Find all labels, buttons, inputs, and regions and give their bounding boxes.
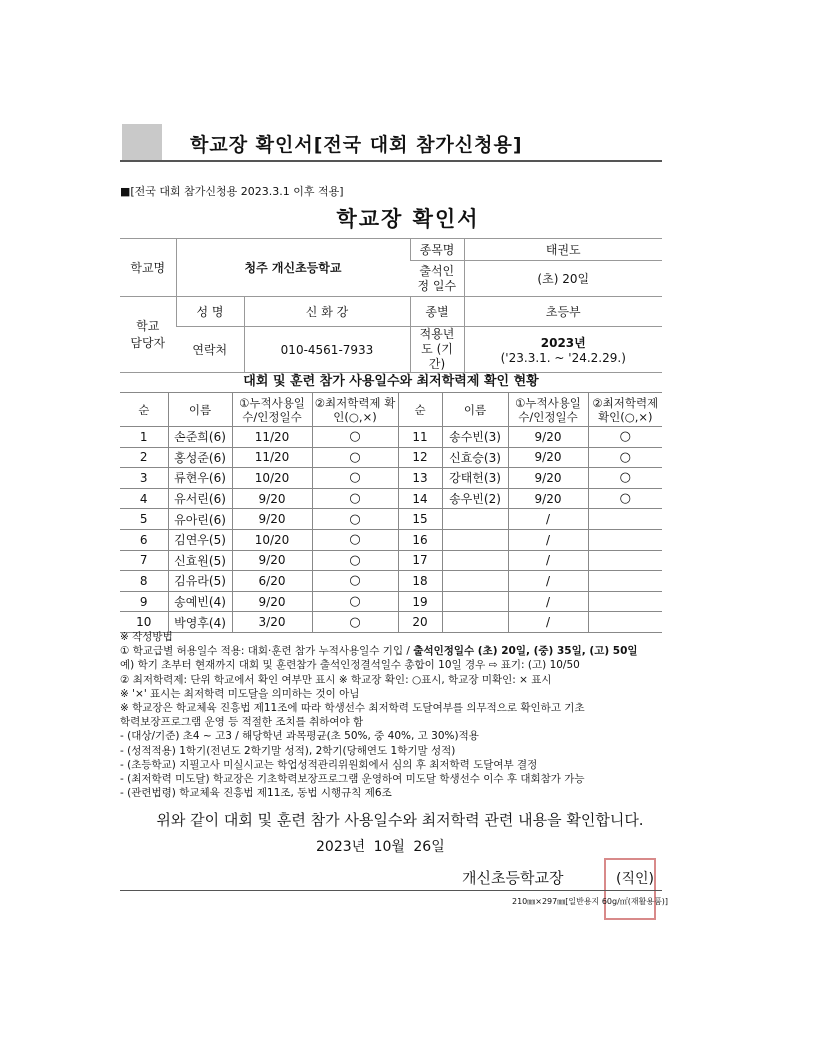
row-number: 14 <box>398 488 442 509</box>
notes-heading: ※ 작성방법 <box>120 631 173 643</box>
header-days: ①누적사용일수/인정일수 <box>508 393 588 427</box>
usage-days: / <box>508 550 588 571</box>
header-title: 학교장 확인서[전국 대회 참가신청용] <box>190 134 523 156</box>
usage-days: 6/20 <box>232 571 312 592</box>
note-5: 학력보장프로그램 운영 등 적절한 조치를 취하여야 함 <box>120 716 364 729</box>
row-number: 11 <box>398 427 442 448</box>
note-8: - (초등학교) 지필고사 미실시교는 학업성적관리위원회에서 심의 후 최저학력 도달여부 결정 <box>120 758 538 771</box>
usage-days: 9/20 <box>232 488 312 509</box>
year-label: 적용년도 (기간) <box>410 327 464 373</box>
student-name: 류현우(6) <box>168 468 232 489</box>
contact-value: 010-4561-7933 <box>244 327 410 373</box>
student-name <box>442 571 508 592</box>
instructions <box>120 630 690 800</box>
academic-check <box>588 591 662 612</box>
note-1-highlight: 출석인정일수 (초) 20일, (중) 35일, (고) 50일 <box>413 645 638 658</box>
row-number: 18 <box>398 571 442 592</box>
table-row <box>120 591 662 612</box>
student-name: 유서린(6) <box>168 488 232 509</box>
note-9: - (최저학력 미도달) 학교장은 기초학력보장프로그램 운영하여 미도달 학생선수 이수 후 대회참가 가능 <box>120 773 585 786</box>
staff-label: 학교 담당자 <box>120 297 176 373</box>
academic-check <box>588 550 662 571</box>
school-label: 학교명 <box>120 239 176 297</box>
academic-check <box>588 571 662 592</box>
attendance-value: (초) 20일 <box>464 261 662 297</box>
academic-check: ○ <box>312 612 398 633</box>
academic-check: ○ <box>312 529 398 550</box>
row-number: 8 <box>120 571 168 592</box>
school-info-table <box>120 238 662 373</box>
roster-table <box>120 392 662 633</box>
student-name <box>442 591 508 612</box>
confirmation-statement: 위와 같이 대회 및 훈련 참가 사용일수와 최저학력 관련 내용을 확인합니다. <box>156 811 644 829</box>
academic-check: ○ <box>312 488 398 509</box>
seal-mark: (직인) <box>616 871 654 887</box>
issue-date: 2023년 10월 26일 <box>316 839 445 855</box>
row-number: 2 <box>120 447 168 468</box>
name-value: 신 화 강 <box>244 297 410 327</box>
row-number: 16 <box>398 529 442 550</box>
year-period: ('23.3.1. ~ '24.2.29.) <box>500 351 626 365</box>
usage-days: 11/20 <box>232 447 312 468</box>
document-title: 학교장 확인서 <box>336 207 480 231</box>
academic-check: ○ <box>588 427 662 448</box>
usage-days: 10/20 <box>232 529 312 550</box>
row-number: 20 <box>398 612 442 633</box>
table-row <box>120 550 662 571</box>
academic-check: ○ <box>312 550 398 571</box>
student-name <box>442 529 508 550</box>
student-name: 유아린(6) <box>168 509 232 530</box>
note-7: - (성적적용) 1학기(전년도 2학기말 성적), 2학기(당해연도 1학기말 성적) <box>120 744 456 757</box>
student-name: 홍성준(6) <box>168 447 232 468</box>
note-6: - (대상/기준) 초4 ~ 고3 / 해당학년 과목평균(초 50%, 중 40%, 고 30%)적용 <box>120 730 479 743</box>
note-3: ※ '×' 표시는 최저학력 미도달을 의미하는 것이 아님 <box>120 687 360 700</box>
header-decoration <box>122 124 162 162</box>
usage-days: 3/20 <box>232 612 312 633</box>
academic-check: ○ <box>588 447 662 468</box>
row-number: 4 <box>120 488 168 509</box>
table-row <box>120 488 662 509</box>
academic-check <box>588 529 662 550</box>
usage-days: 10/20 <box>232 468 312 489</box>
usage-days: 9/20 <box>232 550 312 571</box>
division-value: 초등부 <box>464 297 662 327</box>
event-value: 태권도 <box>464 239 662 261</box>
academic-check: ○ <box>312 509 398 530</box>
student-name <box>442 509 508 530</box>
table-row <box>120 427 662 448</box>
academic-check: ○ <box>312 447 398 468</box>
table-row <box>120 447 662 468</box>
row-number: 6 <box>120 529 168 550</box>
student-name: 강태헌(3) <box>442 468 508 489</box>
row-number: 17 <box>398 550 442 571</box>
note-10: - (관련법령) 학교체육 진흥법 제11조, 동법 시행규칙 제6조 <box>120 787 392 800</box>
table-row <box>120 571 662 592</box>
note-4: ※ 학교장은 학교체육 진흥법 제11조에 따라 학생선수 최저학력 도달여부를 의무적으로 확인하고 기초 <box>120 702 585 715</box>
header-divider <box>120 160 662 162</box>
usage-days: / <box>508 529 588 550</box>
student-name <box>442 550 508 571</box>
table-row <box>120 468 662 489</box>
usage-days: 9/20 <box>508 468 588 489</box>
row-number: 12 <box>398 447 442 468</box>
name-label: 성 명 <box>176 297 244 327</box>
row-number: 9 <box>120 591 168 612</box>
usage-days: 9/20 <box>232 509 312 530</box>
academic-check <box>588 509 662 530</box>
student-name: 송수빈(3) <box>442 427 508 448</box>
footer-divider <box>120 890 662 891</box>
usage-days: / <box>508 591 588 612</box>
principal-title: 개신초등학교장 <box>462 869 564 887</box>
row-number: 7 <box>120 550 168 571</box>
table-row <box>120 529 662 550</box>
paper-spec: 210㎜×297㎜[일반용지 60g/㎡(재활용품)] <box>512 897 669 906</box>
school-value: 청주 개신초등학교 <box>176 239 410 297</box>
year-cell <box>464 327 662 373</box>
usage-days: / <box>508 571 588 592</box>
row-number: 10 <box>120 612 168 633</box>
applicability-note: ■[전국 대회 참가신청용 2023.3.1 이후 적용] <box>120 185 344 198</box>
row-number: 13 <box>398 468 442 489</box>
year-value: 2023년 <box>540 336 586 350</box>
header-name: 이름 <box>168 393 232 427</box>
note-1-text: ① 학교급별 허용일수 적용: 대회·훈련 참가 누적사용일수 기입 / <box>120 645 414 658</box>
academic-check: ○ <box>312 468 398 489</box>
usage-days: 9/20 <box>508 447 588 468</box>
usage-days: 9/20 <box>232 591 312 612</box>
header-no: 순 <box>120 393 168 427</box>
table-row <box>120 509 662 530</box>
division-label: 종별 <box>410 297 464 327</box>
header-name: 이름 <box>442 393 508 427</box>
academic-check: ○ <box>312 571 398 592</box>
usage-days: / <box>508 612 588 633</box>
usage-days: 11/20 <box>232 427 312 448</box>
header-check: ②최저학력제 확인(○,×) <box>312 393 398 427</box>
note-1 <box>120 644 690 658</box>
usage-days: 9/20 <box>508 488 588 509</box>
usage-days: 9/20 <box>508 427 588 448</box>
note-1-example: 예) 학기 초부터 현재까지 대회 및 훈련참가 출석인정결석일수 총합이 10일 경우 ⇨ 표기: (고) 10/50 <box>120 659 580 672</box>
academic-check: ○ <box>588 468 662 489</box>
contact-label: 연락처 <box>176 327 244 373</box>
header-days: ①누적사용일수/인정일수 <box>232 393 312 427</box>
academic-check: ○ <box>588 488 662 509</box>
student-name: 신효승(3) <box>442 447 508 468</box>
section-title: 대회 및 훈련 참가 사용일수와 최저학력제 확인 현황 <box>243 374 539 389</box>
academic-check: ○ <box>312 591 398 612</box>
header-no: 순 <box>398 393 442 427</box>
row-number: 19 <box>398 591 442 612</box>
student-name: 신효원(5) <box>168 550 232 571</box>
row-number: 5 <box>120 509 168 530</box>
student-name: 송예빈(4) <box>168 591 232 612</box>
header-check: ②최저학력제 확인(○,×) <box>588 393 662 427</box>
row-number: 15 <box>398 509 442 530</box>
row-number: 3 <box>120 468 168 489</box>
academic-check: ○ <box>312 427 398 448</box>
student-name: 김연우(5) <box>168 529 232 550</box>
note-2: ② 최저학력제: 단위 학교에서 확인 여부만 표시 ※ 학교장 확인: ○표시, 학교장 미확인: × 표시 <box>120 673 552 686</box>
usage-days: / <box>508 509 588 530</box>
row-number: 1 <box>120 427 168 448</box>
attendance-label: 출석인정 일수 <box>410 261 464 297</box>
event-label: 종목명 <box>410 239 464 261</box>
student-name: 송우빈(2) <box>442 488 508 509</box>
student-name: 박영후(4) <box>168 612 232 633</box>
student-name: 김유라(5) <box>168 571 232 592</box>
student-name: 손준희(6) <box>168 427 232 448</box>
